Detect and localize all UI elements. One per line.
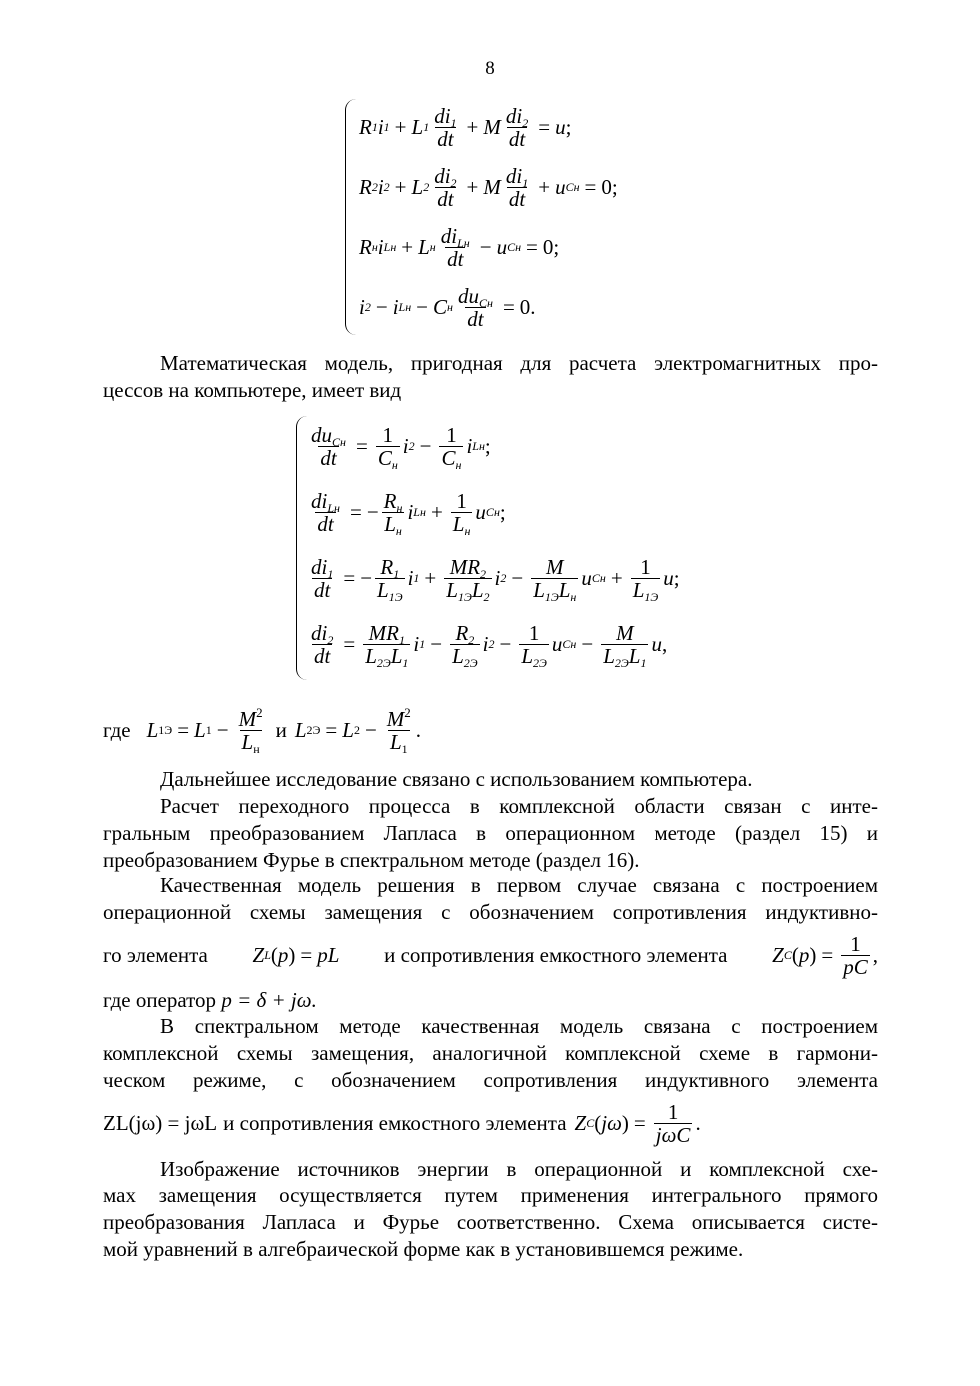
text-line: гральным преобразованием Лапласа в операционном методе (раздел 15) и xyxy=(103,821,878,845)
text-line: преобразованием Фурье в спектральном методе (раздел 16). xyxy=(103,848,640,872)
equation-system-model xyxy=(296,412,716,684)
where-label: где xyxy=(103,717,131,742)
equation-row: i 2 − i L н − C н $\frac{du_{Cн}}{dt}$ = 0. xyxy=(359,283,536,331)
left-brace xyxy=(345,99,356,335)
paragraph xyxy=(103,350,878,377)
equation-row: $\frac{du_{Cн}}{dt}$ = $\frac{1}{C_н}$ i 2 − $\frac{1}{C_н}$ i L н ; xyxy=(311,422,491,472)
definition-line: где L 1Э = L 1 − $\frac{M^2}{L_н}$ и L 2Э = L 2 − $\frac{M^2}{L_1}$ . xyxy=(103,704,422,756)
text-fragment: го элемента xyxy=(103,942,208,967)
formula-line: го элемента Z L ( p ) = pL и сопротивления емкостного элемента Z C ( p ) = $\frac{1}{pC}$ , xyxy=(103,931,878,979)
text-line: Качественная модель решения в первом случае связана с построением xyxy=(160,873,878,897)
text-line: ческом режиме, с обозначением сопротивления индуктивного элемента xyxy=(103,1068,878,1092)
page-number: 8 xyxy=(485,58,495,79)
equation-row: $\frac{di_1}{dt}$ = − $\frac{R_1}{L_{1Э}}$ i 1 + $\frac{MR_2}{L_{1Э}L_2}$ i 2 − $\frac{M}{L_{1Э}L_н}$ u C н + $\frac{1}{L_{1Э}}$ u ; xyxy=(311,554,680,604)
text-line: Дальнейшее исследование связано с использованием компьютера. xyxy=(160,767,753,791)
equation-row: $\frac{di_2}{dt}$ = $\frac{MR_1}{L_{2Э}L_1}$ i 1 − $\frac{R_2}{L_{2Э}}$ i 2 − $\frac{1}{L_{2Э}}$ u C н − $\frac{M}{L_{2Э}L_1}$ u , xyxy=(311,620,668,670)
text-fragment: и сопротивления емкостного элемента xyxy=(223,1110,567,1135)
zl-formula: ZL(jω) = jωL xyxy=(103,1110,218,1135)
text-fragment: и сопротивления емкостного элемента xyxy=(384,942,728,967)
text-line: Математическая модель, пригодная для расчета электромагнитных про- xyxy=(160,351,878,375)
text-line: где оператор p = δ + jω. xyxy=(103,988,317,1012)
operator-formula: p = δ + jω. xyxy=(221,988,317,1012)
equation-row: R н i L н + L н $\frac{di_{Lн}}{dt}$ − u C н = 0; xyxy=(359,223,560,271)
text-line: операционной схемы замещения с обозначением сопротивления индуктивно- xyxy=(103,900,878,924)
equation-system-circuit xyxy=(345,95,665,340)
text-line: мой уравнений в алгебраической форме как в установившемся режиме. xyxy=(103,1237,744,1261)
text-line: Изображение источников энергии в операционной и комплексной схе- xyxy=(160,1157,878,1181)
text-line: мах замещения осуществляется путем применения интегрального прямого xyxy=(103,1183,878,1207)
text-line: комплексной схемы замещения, аналогичной комплексной схеме в гармони- xyxy=(103,1041,878,1065)
text-line: Расчет переходного процесса в комплексной области связан с инте- xyxy=(160,794,878,818)
formula-line: ZL(jω) = jωL и сопротивления емкостного элемента Z C ( jω ) = $\frac{1}{\text{jωC}}$ . xyxy=(103,1099,701,1147)
and-label: и xyxy=(275,717,287,742)
text-line: В спектральном методе качественная модель связана с построением xyxy=(160,1014,878,1038)
text-line: цессов на компьютере, имеет вид xyxy=(103,378,402,402)
equation-row: R 2 i 2 + L 2 $\frac{di_2}{dt}$ + M $\frac{di_1}{dt}$ + u C н = 0; xyxy=(359,163,618,211)
equation-row: $\frac{di_{Lн}}{dt}$ = − $\frac{R_н}{L_н}$ i L н + $\frac{1}{L_н}$ u C н ; xyxy=(311,488,506,538)
equation-row: R 1 i 1 + L 1 $\frac{di_1}{dt}$ + M $\frac{di_2}{dt}$ = u ; xyxy=(359,103,572,151)
text-line: преобразования Лапласа и Фурье соответственно. Схема описывается систе- xyxy=(103,1210,878,1234)
